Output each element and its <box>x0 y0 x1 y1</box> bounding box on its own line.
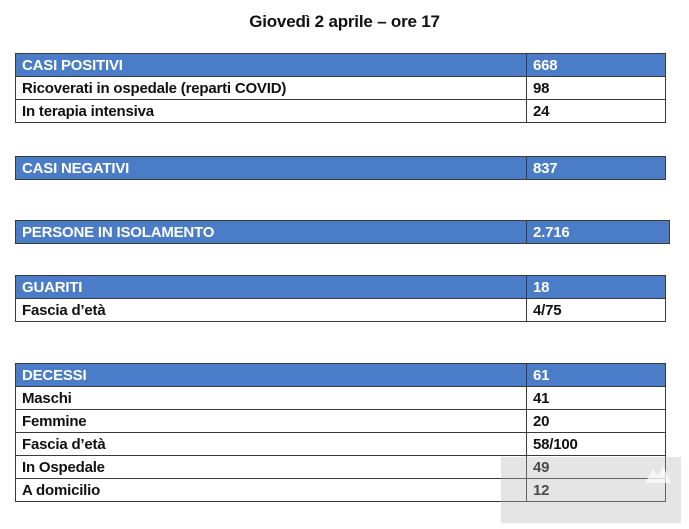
report-title: Giovedì 2 aprile – ore 17 <box>249 12 440 31</box>
watermark-overlay <box>501 457 681 523</box>
table-header-row <box>16 157 666 180</box>
row-label: In Ospedale <box>16 456 527 479</box>
table-row <box>16 77 666 100</box>
row-value: 4/75 <box>527 299 666 322</box>
table-row <box>16 387 666 410</box>
row-label: Fascia d’età <box>16 433 527 456</box>
table-row <box>16 299 666 322</box>
row-value: 24 <box>527 100 666 123</box>
decessi-label: DECESSI <box>16 364 527 387</box>
table-header-row <box>16 364 666 387</box>
isolamento-table <box>15 220 670 244</box>
row-label: A domicilio <box>16 479 527 502</box>
table-row <box>16 100 666 123</box>
row-label: Maschi <box>16 387 527 410</box>
positivi-value: 668 <box>527 54 666 77</box>
table-row <box>16 433 666 456</box>
decessi-value: 61 <box>527 364 666 387</box>
guariti-table <box>15 275 666 322</box>
row-value: 41 <box>527 387 666 410</box>
table-header-row <box>16 276 666 299</box>
table-header-row <box>16 221 670 244</box>
guariti-value: 18 <box>527 276 666 299</box>
guariti-label: GUARITI <box>16 276 527 299</box>
isolamento-label: PERSONE IN ISOLAMENTO <box>16 221 527 244</box>
row-label: Ricoverati in ospedale (reparti COVID) <box>16 77 527 100</box>
isolamento-value: 2.716 <box>527 221 670 244</box>
row-value: 20 <box>527 410 666 433</box>
row-label: Fascia d’età <box>16 299 527 322</box>
negativi-label: CASI NEGATIVI <box>16 157 527 180</box>
row-label: Femmine <box>16 410 527 433</box>
mountain-icon <box>645 463 671 483</box>
table-header-row <box>16 54 666 77</box>
table-row <box>16 410 666 433</box>
row-value: 98 <box>527 77 666 100</box>
row-value: 49 <box>527 456 666 479</box>
positivi-table <box>15 53 666 123</box>
row-label: In terapia intensiva <box>16 100 527 123</box>
negativi-value: 837 <box>527 157 666 180</box>
positivi-label: CASI POSITIVI <box>16 54 527 77</box>
row-value: 58/100 <box>527 433 666 456</box>
negativi-table <box>15 156 666 180</box>
row-value: 12 <box>527 479 666 502</box>
